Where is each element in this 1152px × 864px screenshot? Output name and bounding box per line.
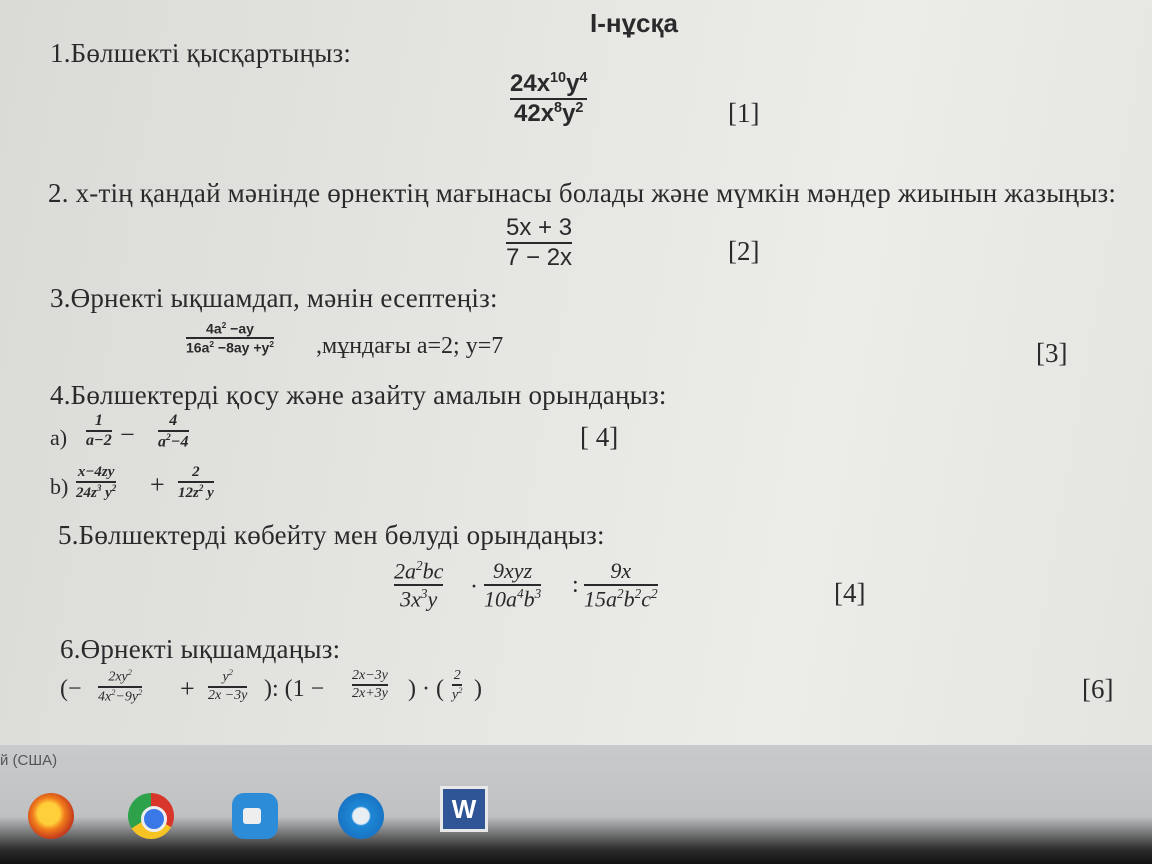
question-4b-label: b) xyxy=(50,474,69,499)
question-1-text: 1.Бөлшекті қысқартыңыз: xyxy=(50,38,352,68)
question-4a-fraction-2 xyxy=(158,412,189,451)
question-6-middle: ): (1 − xyxy=(264,676,325,702)
chrome-center xyxy=(141,806,167,832)
question-6-fraction-1 xyxy=(98,668,142,705)
question-6-open: (− xyxy=(60,676,82,702)
question-4b-fraction-1 xyxy=(76,464,116,502)
question-5-fraction-2 xyxy=(484,558,541,612)
internet-explorer-icon[interactable] xyxy=(338,793,384,839)
question-3-mark: [3] xyxy=(1036,338,1068,368)
fraction-denominator: $15a^2b^2c^2$ xyxy=(584,586,658,612)
fraction-denominator: $24z^3$ $y^2$ xyxy=(76,483,117,501)
question-4a-fraction-1 xyxy=(86,412,112,450)
fraction-denominator: $4x^2-9y^2$ xyxy=(98,687,143,705)
question-5-fraction-3 xyxy=(584,558,658,612)
question-4-text: 4.Бөлшектерді қосу және азайту амалын орындаңыз: xyxy=(50,380,667,410)
fraction-denominator: 2x −3y xyxy=(208,687,248,703)
question-6-text: 6.Өрнекті ықшамдаңыз: xyxy=(60,634,341,664)
zoom-icon[interactable] xyxy=(232,793,278,839)
question-5-text: 5.Бөлшектерді көбейту мен бөлуді орындаңыз: xyxy=(58,520,605,550)
question-2-fraction xyxy=(506,214,572,272)
question-4b-fraction-2 xyxy=(178,464,214,502)
question-6-mark: [6] xyxy=(1082,674,1114,704)
question-5-operator-multiply: · xyxy=(470,574,478,600)
fraction-denominator: a−2 xyxy=(86,432,112,449)
fraction-numerator: $24x^{10}y^4$ xyxy=(510,70,588,97)
question-6-close: ) · ( xyxy=(408,676,444,702)
question-5-mark: [4] xyxy=(834,578,866,608)
taskbar xyxy=(0,745,1152,864)
fraction-numerator: 2 xyxy=(453,668,461,683)
fraction-numerator: 9x xyxy=(610,558,632,583)
camera-body xyxy=(243,808,261,824)
question-3-fraction xyxy=(186,320,274,355)
chrome-icon[interactable] xyxy=(128,793,174,839)
question-6-plus: + xyxy=(180,674,195,703)
word-icon[interactable]: W xyxy=(440,786,488,832)
question-2-text: 2. x-тің қандай мәнінде өрнектің мағынасы болады және мүмкін мәндер жиынын жазыңыз: xyxy=(48,178,1117,208)
fraction-numerator: 5x + 3 xyxy=(506,214,573,241)
question-1-mark: [1] xyxy=(728,98,760,128)
fraction-denominator: $y^2$ xyxy=(452,686,463,703)
fraction-denominator: 7 − 2x xyxy=(506,244,573,271)
fraction-numerator: x−4zy xyxy=(77,464,115,480)
fraction-numerator: 2x−3y xyxy=(352,668,388,683)
question-4a-label: a) xyxy=(50,425,68,450)
fraction-denominator: $12z^2$ y xyxy=(178,483,214,501)
fraction-numerator: 9xyz xyxy=(493,558,533,583)
fraction-denominator: $3x^3y$ xyxy=(400,586,438,612)
variant-title: І-нұсқа xyxy=(590,8,678,38)
question-6-fraction-4 xyxy=(452,668,462,704)
question-6-fraction-2 xyxy=(208,668,247,704)
fraction-numerator: 1 xyxy=(94,412,103,429)
fraction-numerator: $2a^2bc$ xyxy=(394,558,444,584)
question-5-fraction-1 xyxy=(394,558,443,613)
question-3-condition: ,мұндағы a=2; y=7 xyxy=(316,333,504,359)
fraction-numerator: 2 xyxy=(192,464,200,480)
firefox-icon[interactable] xyxy=(28,793,74,839)
fraction-denominator: $16a^2 -8ay +y^2$ xyxy=(186,338,274,356)
fraction-numerator: $4a^2 -ay$ xyxy=(206,320,254,337)
language-indicator[interactable]: й (США) xyxy=(0,752,58,769)
fraction-denominator: $a^2-4$ xyxy=(158,432,189,451)
fraction-numerator: $2xy^2$ xyxy=(108,668,132,685)
question-6-end: ) xyxy=(474,676,482,702)
question-5-operator-divide: : xyxy=(572,572,579,598)
question-4-mark: [ 4] xyxy=(580,422,619,452)
fraction-denominator: $42x^8y^2$ xyxy=(514,100,584,127)
question-6-fraction-3 xyxy=(352,668,388,702)
question-4b-operator: + xyxy=(150,470,165,499)
fraction-numerator: $y^2$ xyxy=(222,668,233,685)
question-4a-operator: − xyxy=(120,420,135,449)
fraction-numerator: 4 xyxy=(169,412,178,429)
question-3-text: 3.Өрнекті ықшамдап, мәнін есептеңіз: xyxy=(50,283,498,313)
question-2-mark: [2] xyxy=(728,236,760,266)
question-1-fraction xyxy=(510,70,587,128)
fraction-denominator: $10a^4b^3$ xyxy=(484,586,542,612)
fraction-denominator: 2x+3y xyxy=(352,686,388,701)
